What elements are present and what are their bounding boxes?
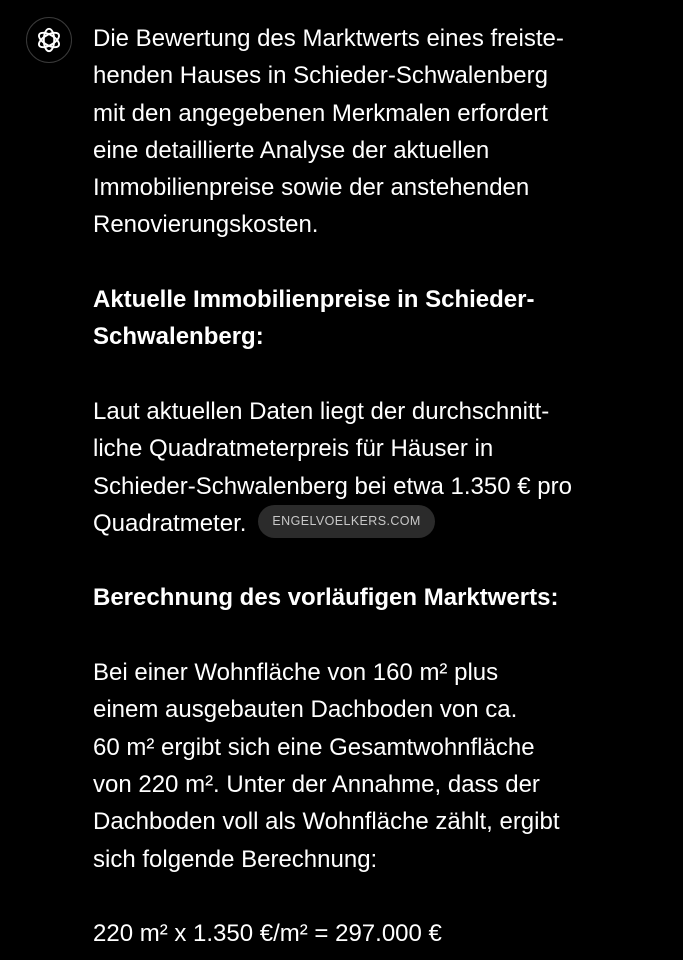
message-line: von 220 m². Unter der Annahme, dass der [93, 770, 540, 798]
calculation-line: 220 m² x 1.350 €/m² = 297.000 € [93, 920, 442, 948]
message-line: 60 m² ergibt sich eine Gesamtwohnfläche [93, 733, 535, 761]
paragraph-gap [93, 617, 653, 654]
paragraph-gap [93, 244, 653, 281]
message-line: Bei einer Wohnfläche von 160 m² plus [93, 659, 499, 687]
message-line: sich folgende Berechnung: [93, 845, 378, 873]
openai-logo-icon [34, 25, 64, 55]
paragraph-gap [93, 542, 653, 579]
section-heading: Aktuelle Immobilienpreise in Schieder- [93, 286, 535, 314]
paragraph-gap [93, 878, 653, 915]
message-line: henden Hauses in Schieder-Schwalenberg [93, 62, 548, 90]
message-line: Dachboden voll als Wohnfläche zählt, ergibt [93, 808, 560, 836]
assistant-message [93, 20, 653, 952]
message-line: Immobilienpreise sowie der anstehenden [93, 174, 530, 202]
message-line: liche Quadratmeterpreis für Häuser in [93, 435, 494, 463]
source-link-chip[interactable]: ENGELVOELKERS.COM [258, 505, 434, 538]
section-heading: Berechnung des vorläufigen Marktwerts: [93, 584, 559, 612]
message-line: mit den angegebenen Merkmalen erfordert [93, 99, 548, 127]
message-line: Renovierungskosten. [93, 211, 319, 239]
message-text: Quadratmeter. [93, 509, 247, 537]
message-line-with-source [93, 505, 653, 542]
assistant-avatar [26, 17, 72, 63]
message-line: Laut aktuellen Daten liegt der durchschnitt- [93, 397, 550, 425]
message-line: Die Bewertung des Marktwerts eines freiste- [93, 25, 564, 52]
message-line: Schieder-Schwalenberg bei etwa 1.350 € pro [93, 472, 572, 500]
section-heading: Schwalenberg: [93, 323, 264, 351]
paragraph-gap [93, 356, 653, 393]
message-line: eine detaillierte Analyse der aktuellen [93, 136, 490, 164]
message-line: einem ausgebauten Dachboden von ca. [93, 696, 518, 724]
